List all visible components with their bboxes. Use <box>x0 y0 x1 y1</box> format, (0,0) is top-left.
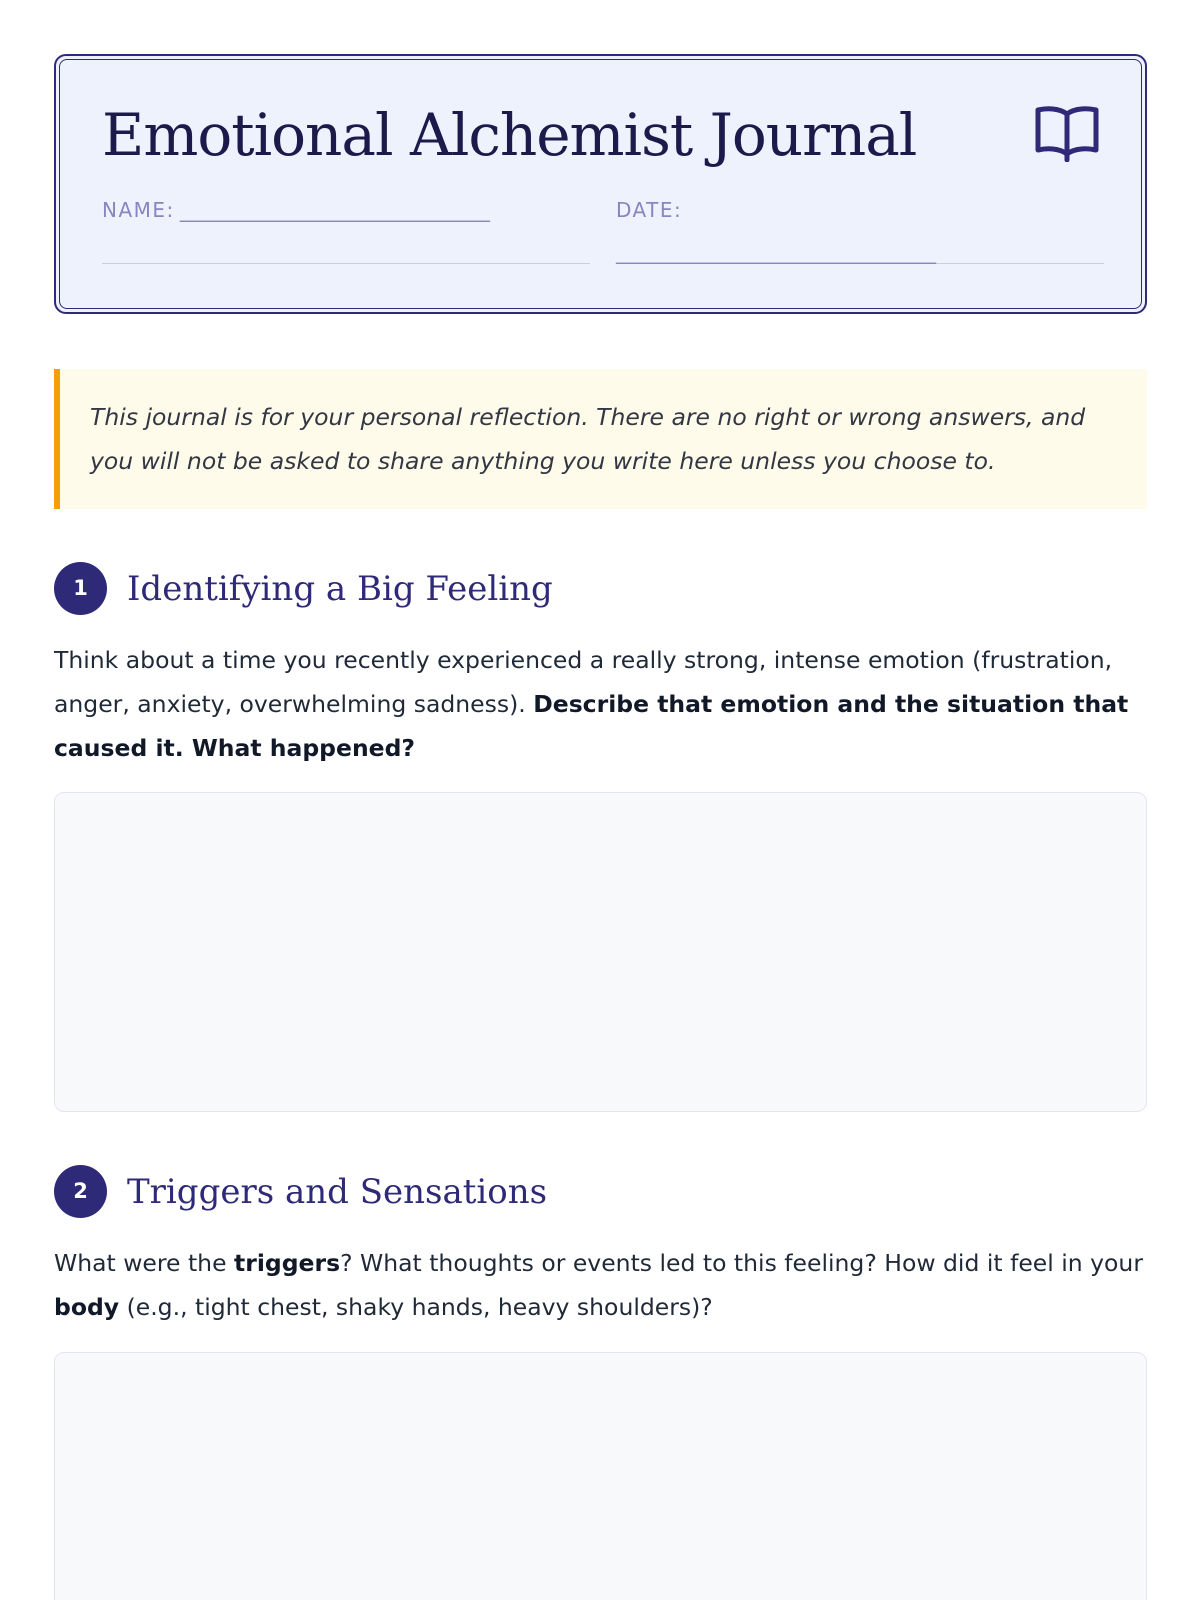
prompt-emphasis: triggers <box>234 1249 341 1277</box>
open-book-icon <box>1035 104 1099 162</box>
privacy-notice <box>54 369 1147 509</box>
prompt-text: What were the <box>54 1249 235 1277</box>
step-number-badge: 1 <box>54 562 107 615</box>
date-label: DATE: <box>616 198 683 222</box>
section-title: Identifying a Big Feeling <box>127 569 553 609</box>
section-title: Triggers and Sensations <box>127 1172 548 1212</box>
section-header <box>54 562 1147 616</box>
section-triggers-sensations <box>54 1165 1147 1329</box>
section-identifying-feeling <box>54 562 1147 770</box>
name-label: NAME: <box>102 198 175 222</box>
section-prompt <box>54 638 1147 770</box>
privacy-notice-text: This journal is for your personal reflection. There are no right or wrong answers, and you will not be asked to share anything you write here unless you choose to. <box>90 403 1086 475</box>
prompt-text: Think about a time you recently experienced a really strong, intense emotion (frustration, anger, anxiety, overwhelming sadness). <box>54 646 1113 718</box>
answer-box[interactable] <box>54 792 1147 1112</box>
name-field[interactable] <box>102 194 590 264</box>
prompt-emphasis: Describe that emotion and the situation that caused it. What happened? <box>54 690 1129 762</box>
date-field[interactable] <box>616 194 1104 264</box>
prompt-emphasis: body <box>54 1293 120 1321</box>
answer-box[interactable] <box>54 1352 1147 1600</box>
name-blank: _______________________________ <box>179 198 490 222</box>
section-prompt <box>54 1241 1147 1329</box>
prompt-text: (e.g., tight chest, shaky hands, heavy shoulders)? <box>119 1293 713 1321</box>
step-number-badge: 2 <box>54 1165 107 1218</box>
journal-header <box>54 54 1147 314</box>
date-blank: ________________________________ <box>616 240 936 264</box>
prompt-text: ? What thoughts or events led to this feeling? How did it feel in your <box>340 1249 1143 1277</box>
journal-title: Emotional Alchemist Journal <box>102 101 917 169</box>
section-header <box>54 1165 1147 1219</box>
